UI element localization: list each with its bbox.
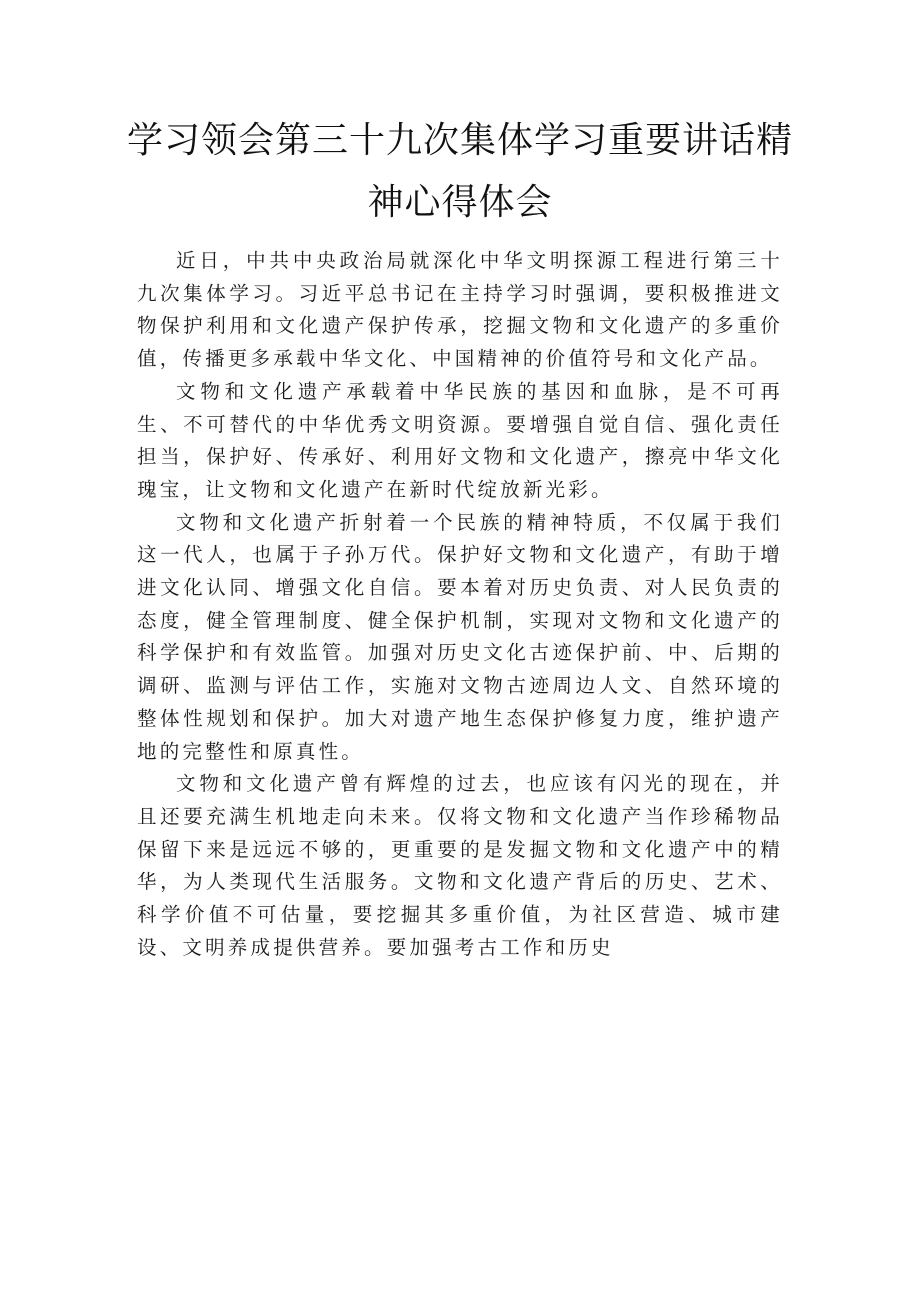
document-title [100,110,820,234]
paragraph-2: 文物和文化遗产承载着中华民族的基因和血脉，是不可再生、不可替代的中华优秀文明资源。要增强自觉自信、强化责任担当，保护好、传承好、利用好文物和文化遗产，擦亮中华文化瑰宝，让文物和文化遗产在新时代绽放新光彩。 [137,379,783,501]
title-line-1: 学习领会第三十九次集体学习重要讲话精 [126,120,793,161]
title-line-2: 神心得体会 [367,182,553,223]
document-body [137,245,783,964]
paragraph-1: 近日，中共中央政治局就深化中华文明探源工程进行第三十九次集体学习。习近平总书记在主持学习时强调，要积极推进文物保护利用和文化遗产保护传承，挖掘文物和文化遗产的多重价值，传播更多承载中华文化、中国精神的价值符号和文化产品。 [137,249,783,371]
paragraph-3: 文物和文化遗产折射着一个民族的精神特质，不仅属于我们这一代人，也属于子孙万代。保护好文物和文化遗产，有助于增进文化认同、增强文化自信。要本着对历史负责、对人民负责的态度，健全管理制度、健全保护机制，实现对文物和文化遗产的科学保护和有效监管。加强对历史文化古迹保护前、中、后期的调研、监测与评估工作，实施对文物古迹周边人文、自然环境的整体性规划和保护。加大对遗产地生态保护修复力度，维护遗产地的完整性和原真性。 [137,510,783,763]
paragraph-4: 文物和文化遗产曾有辉煌的过去，也应该有闪光的现在，并且还要充满生机地走向未来。仅将文物和文化遗产当作珍稀物品保留下来是远远不够的，更重要的是发掘文物和文化遗产中的精华，为人类现代生活服务。文物和文化遗产背后的历史、艺术、科学价值不可估量，要挖掘其多重价值，为社区营造、城市建设、文明养成提供营养。要加强考古工作和历史 [137,772,783,959]
